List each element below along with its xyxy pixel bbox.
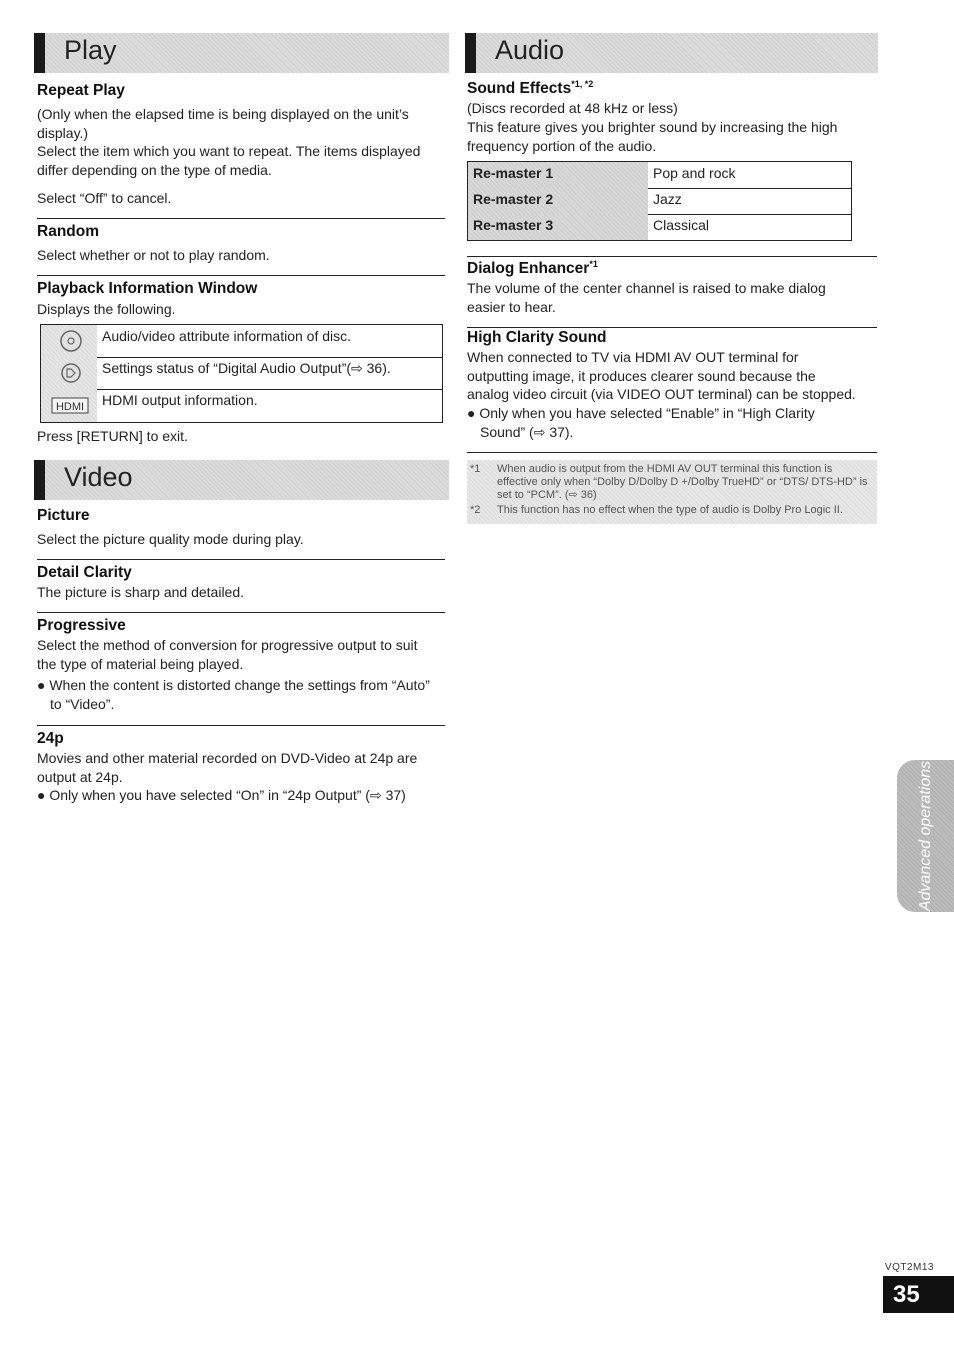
banner-marker (465, 33, 476, 73)
dialog-enhancer-footnote-mark: *1 (589, 259, 598, 269)
dialog-enhancer-heading (467, 259, 877, 278)
info-icon-cell (41, 357, 97, 389)
info-row-text: Settings status of “Digital Audio Output”(⇨ 36). (102, 360, 391, 376)
section-side-tab (897, 760, 954, 912)
banner-marker (34, 460, 45, 500)
sound-effects-heading (467, 79, 877, 98)
repeat-play-section (37, 82, 447, 208)
dialog-enhancer-heading-text: Dialog Enhancer (467, 260, 590, 278)
info-window-section (37, 275, 445, 319)
info-window-intro: Displays the following. (37, 301, 176, 317)
sound-effects-line: (Discs recorded at 48 kHz or less) (467, 100, 678, 117)
footnotes-box (467, 460, 877, 524)
info-window-heading: Playback Information Window (37, 280, 258, 297)
random-section (37, 218, 445, 265)
audio-title: Audio (495, 35, 565, 65)
repeat-play-heading: Repeat Play (37, 82, 125, 99)
repeat-play-cancel: Select “Off” to cancel. (37, 189, 172, 206)
footnote-mark: *1 (470, 463, 481, 475)
disc-icon (41, 325, 97, 357)
24p-heading: 24p (37, 730, 64, 747)
play-title: Play (64, 35, 117, 65)
banner-marker (34, 33, 45, 73)
picture-heading: Picture (37, 507, 90, 524)
remaster-row (468, 188, 851, 215)
high-clarity-line: When connected to TV via HDMI AV OUT terminal for (467, 349, 799, 365)
info-row (41, 357, 442, 390)
remaster-value: Classical (653, 217, 710, 233)
detail-clarity-text: The picture is sharp and detailed. (37, 584, 245, 600)
play-banner (34, 33, 449, 73)
picture-text: Select the picture quality mode during play. (37, 531, 304, 547)
repeat-play-line: (Only when the elapsed time is being displayed on the unit’s (37, 106, 409, 122)
remaster-row (468, 214, 851, 240)
remaster-table (467, 161, 852, 241)
24p-line: Movies and other material recorded on DVD-Video at 24p are (37, 750, 418, 766)
high-clarity-line: analog video circuit (via VIDEO OUT terminal) can be stopped. (467, 386, 856, 403)
video-title: Video (64, 462, 133, 492)
side-tab-label: Advanced operations (916, 760, 934, 912)
sound-effects-footnote-marks: *1, *2 (571, 79, 594, 89)
info-row (41, 325, 442, 358)
info-icon-cell (41, 325, 97, 357)
info-row (41, 389, 442, 422)
footnote-mark: *2 (470, 504, 481, 516)
audio-output-icon (41, 357, 97, 389)
dialog-enhancer-line: The volume of the center channel is raised to make dialog (467, 280, 826, 297)
sound-effects-section (467, 79, 877, 155)
detail-clarity-section (37, 559, 445, 602)
info-window-table (40, 324, 443, 423)
24p-section (37, 725, 445, 805)
repeat-play-line: Select the item which you want to repeat. The items displayed (37, 143, 421, 160)
dialog-enhancer-line: easier to hear. (467, 298, 556, 315)
high-clarity-line: outputting image, it produces clearer sound because the (467, 367, 816, 384)
24p-bullet: ● Only when you have selected “On” in “24p Output” (⇨ 37) (37, 787, 406, 804)
remaster-value: Jazz (653, 191, 682, 207)
high-clarity-heading: High Clarity Sound (467, 329, 607, 346)
24p-line: output at 24p. (37, 768, 123, 785)
repeat-play-line: display.) (37, 124, 89, 141)
high-clarity-bullet: ● Only when you have selected “Enable” in “High Clarity Sound” (⇨ 37). (467, 405, 815, 440)
detail-clarity-heading: Detail Clarity (37, 564, 132, 581)
remaster-row (468, 162, 851, 189)
progressive-bullet: ● When the content is distorted change the settings from “Auto” to “Video”. (37, 677, 430, 713)
hdmi-icon (41, 389, 97, 422)
remaster-value: Pop and rock (653, 165, 736, 181)
remaster-label: Re-master 3 (468, 214, 648, 240)
progressive-line: Select the method of conversion for progressive output to suit (37, 637, 418, 653)
progressive-line: the type of material being played. (37, 655, 244, 672)
sound-effects-heading-text: Sound Effects (467, 80, 572, 98)
info-row-text: HDMI output information. (102, 392, 258, 408)
footnote-text: When audio is output from the HDMI AV OUT terminal this function is effective only when “Dolby D/Dolby D +/Dolby TrueHD” or “DTS/ DTS-HD” is set to “PCM”. (⇨ 36) (497, 463, 868, 501)
progressive-section (37, 612, 445, 714)
sound-effects-line: frequency portion of the audio. (467, 137, 657, 154)
info-icon-cell (41, 389, 97, 422)
dialog-enhancer-section (467, 256, 877, 317)
model-code: VQT2M13 (884, 1262, 934, 1273)
repeat-play-line: differ depending on the type of media. (37, 162, 272, 179)
info-window-exit: Press [RETURN] to exit. (37, 428, 188, 444)
video-banner (34, 460, 449, 500)
page-number: 35 (883, 1276, 954, 1313)
random-heading: Random (37, 223, 99, 240)
hdmi-icon-label: HDMI (55, 401, 85, 413)
sound-effects-line: This feature gives you brighter sound by increasing the high (467, 118, 838, 135)
progressive-heading: Progressive (37, 617, 126, 634)
notes-divider (467, 452, 877, 453)
footnote-text: This function has no effect when the type of audio is Dolby Pro Logic II. (497, 504, 843, 516)
high-clarity-section (467, 327, 877, 442)
audio-banner (465, 33, 878, 73)
random-text: Select whether or not to play random. (37, 247, 270, 263)
picture-section (37, 507, 445, 549)
info-row-text: Audio/video attribute information of disc. (102, 328, 352, 344)
remaster-label: Re-master 1 (468, 162, 648, 188)
remaster-label: Re-master 2 (468, 188, 648, 214)
